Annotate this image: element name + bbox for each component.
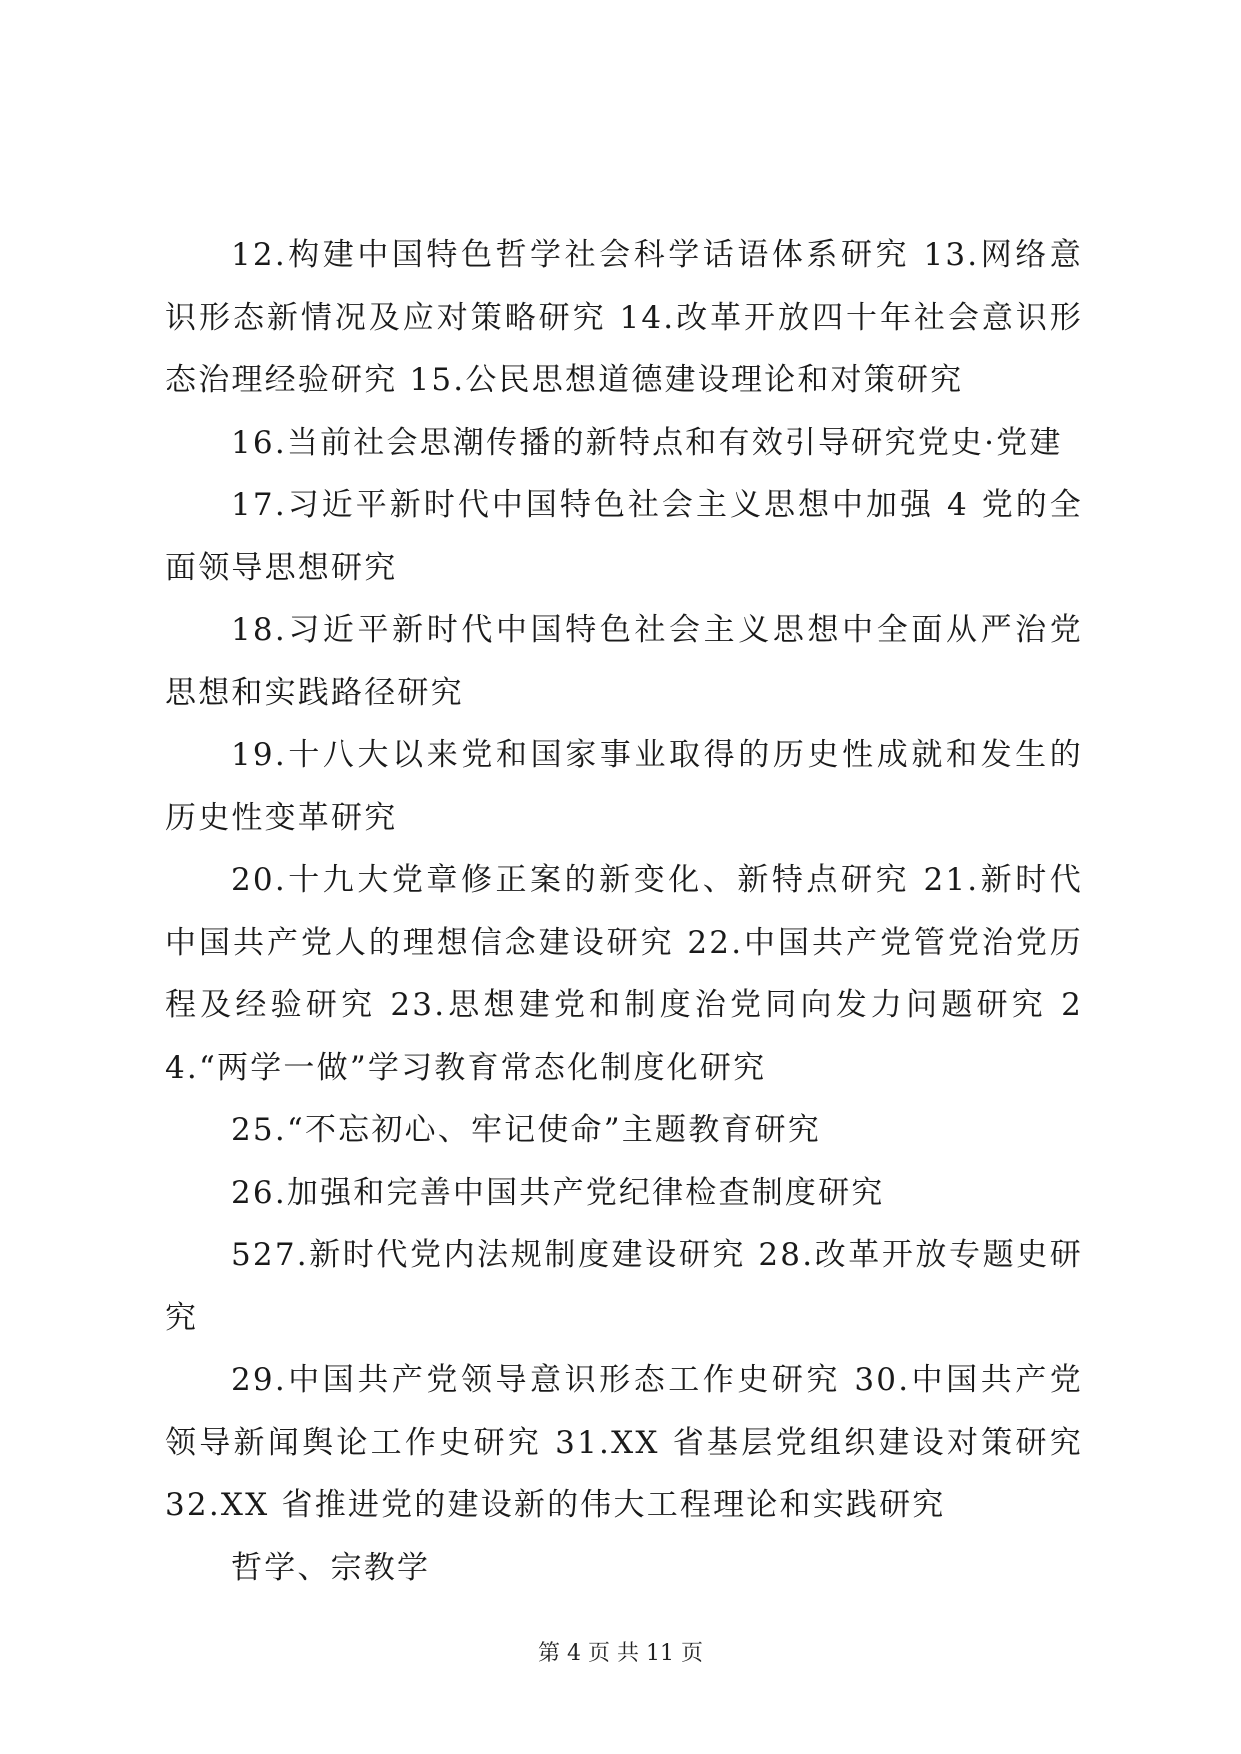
paragraph-topic-26: 26.加强和完善中国共产党纪律检查制度研究: [231, 1174, 885, 1211]
document-body: [165, 224, 1083, 1599]
paragraph-topics-27-28: 527.新时代党内法规制度建设研究 28.改革开放专题史研究: [165, 1237, 1083, 1336]
paragraph-topics-29-32: 29.中国共产党领导意识形态工作史研究 30.中国共产党领导新闻舆论工作史研究 31.XX 省基层党组织建设对策研究 32.XX 省推进党的建设新的伟大工程理论和实践研究: [165, 1362, 1083, 1523]
paragraph-topic-17: 17.习近平新时代中国特色社会主义思想中加强 4 党的全面领导思想研究: [165, 487, 1083, 586]
paragraph-topic-19: 19.十八大以来党和国家事业取得的历史性成就和发生的历史性变革研究: [165, 737, 1083, 836]
section-heading-philosophy-religion: 哲学、宗教学: [231, 1549, 431, 1586]
page-footer: [0, 1636, 1241, 1667]
paragraph-topics-12-15: 12.构建中国特色哲学社会科学话语体系研究 13.网络意识形态新情况及应对策略研究 14.改革开放四十年社会意识形态治理经验研究 15.公民思想道德建设理论和对策研究: [165, 237, 1083, 398]
paragraph-topic-16: 16.当前社会思潮传播的新特点和有效引导研究党史·党建: [231, 424, 1063, 461]
paragraph-topic-25: 25.“不忘初心、牢记使命”主题教育研究: [231, 1112, 821, 1148]
page-number-label: 第 4 页 共 11 页: [538, 1641, 703, 1666]
paragraph-topics-20-24: 20.十九大党章修正案的新变化、新特点研究 21.新时代中国共产党人的理想信念建设研究 22.中国共产党管党治党历程及经验研究 23.思想建党和制度治党同向发力问题研究 24.“两学一做”学习教育常态化制度化研究: [165, 862, 1083, 1086]
paragraph-topic-18: 18.习近平新时代中国特色社会主义思想中全面从严治党思想和实践路径研究: [165, 612, 1083, 711]
